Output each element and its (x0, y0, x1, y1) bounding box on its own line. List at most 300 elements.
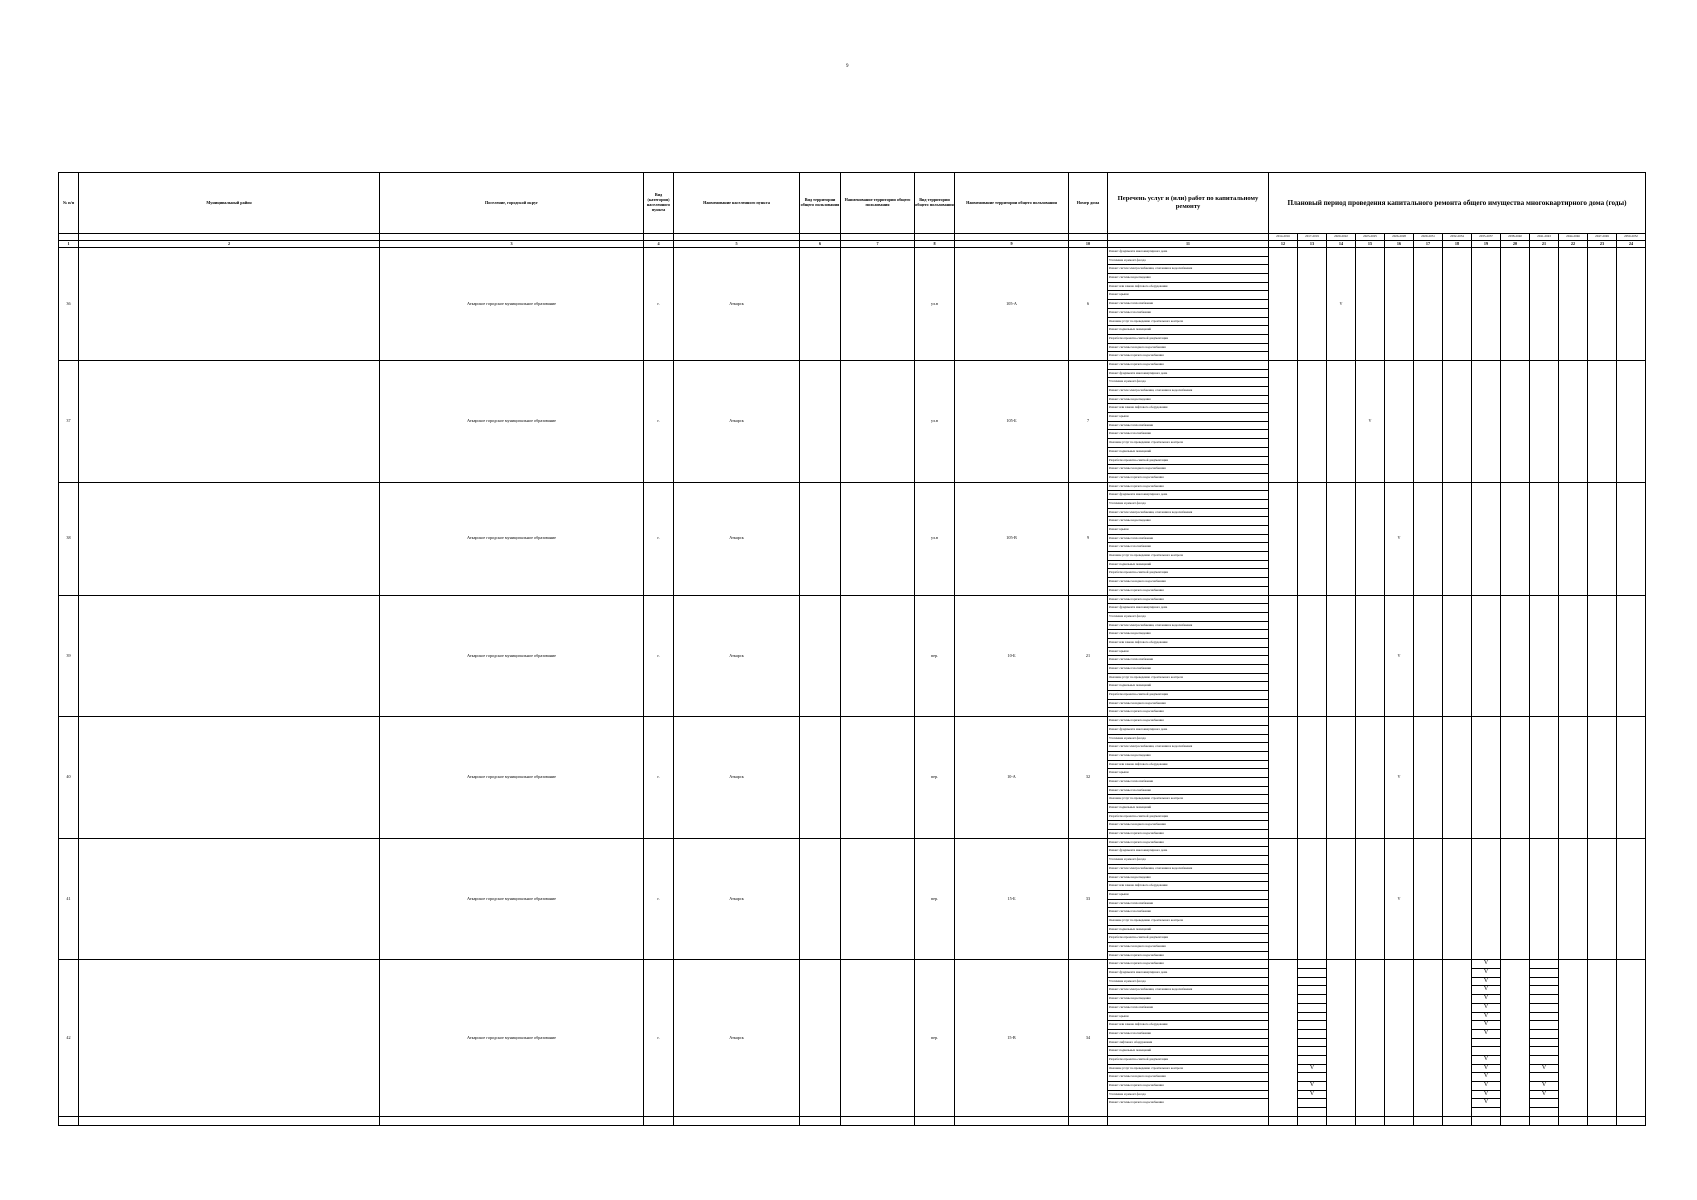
works-list-cell (1108, 360, 1269, 482)
works-list-cell (1108, 960, 1269, 1116)
year-period-header: 2017-2019 (1298, 234, 1327, 241)
period-sub-cell (1530, 986, 1558, 995)
period-sub-cell (1298, 1047, 1326, 1056)
period-cell-12 (1269, 595, 1298, 717)
settlement-cell: Аткарское городское муниципальное образование (380, 248, 644, 361)
period-cell-19 (1472, 838, 1501, 960)
period-cell-17 (1414, 248, 1443, 361)
header-street-name: Наименование территории общего пользования (955, 173, 1069, 234)
empty-cell (1530, 1116, 1559, 1125)
period-cell-22 (1559, 360, 1588, 482)
column-number: 11 (1108, 241, 1269, 248)
period-cell-12 (1269, 960, 1298, 1116)
period-sub-cell: V (1530, 1082, 1558, 1091)
period-cell-21 (1530, 717, 1559, 839)
period-sub-cell (1530, 969, 1558, 978)
period-cell-23 (1588, 960, 1617, 1116)
period-cell-18 (1443, 482, 1472, 595)
period-cell-24 (1617, 717, 1646, 839)
street-name-cell: 105-Б (955, 360, 1069, 482)
header-locality-type: Вид (категория) населенного пункта (644, 173, 674, 234)
settlement-cell: Аткарское городское муниципальное образование (380, 595, 644, 717)
period-sub-cell (1298, 995, 1326, 1004)
year-period-header: 2035-2037 (1472, 234, 1501, 241)
work-item: Ремонт подвальных помещений (1108, 326, 1268, 335)
period-cell-20 (1501, 838, 1530, 960)
work-item: Ремонт системы горячего водоснабжения (1108, 361, 1268, 370)
empty-cell (1356, 1116, 1385, 1125)
period-cell-16: V (1385, 838, 1414, 960)
work-item: Ремонт системы теплоснабжения (1108, 900, 1268, 909)
column-number: 21 (1530, 241, 1559, 248)
work-item: Оказание услуг по проведению строительного контроля (1108, 318, 1268, 327)
work-item: Ремонт систем электроснабжения, отопления и водоснабжения (1108, 509, 1268, 518)
period-cell-16 (1385, 248, 1414, 361)
year-period-header: 2038-2040 (1501, 234, 1530, 241)
work-item: Ремонт системы холодного водоснабжения (1108, 943, 1268, 952)
period-cell-15 (1356, 960, 1385, 1116)
area-type-cell (800, 360, 841, 482)
work-item: Ремонт системы газоснабжения (1108, 543, 1268, 552)
street-type-cell: ул.в (915, 248, 955, 361)
works-list-cell (1108, 838, 1269, 960)
period-cell-15 (1356, 595, 1385, 717)
period-sub-cell: V (1472, 1004, 1500, 1013)
period-sub-cell (1298, 1030, 1326, 1039)
column-number: 5 (674, 241, 800, 248)
district-cell (79, 482, 380, 595)
district-cell (79, 960, 380, 1116)
work-item: Оказание услуг по проведению строительного контроля (1108, 917, 1268, 926)
area-name-cell (841, 360, 915, 482)
period-sub-cell (1298, 1056, 1326, 1065)
period-cell-17 (1414, 360, 1443, 482)
empty-cell (380, 1116, 644, 1125)
table-row-continued (59, 1116, 1646, 1125)
period-cell-15 (1356, 482, 1385, 595)
row-number: 42 (59, 960, 79, 1116)
period-cell-22 (1559, 838, 1588, 960)
work-item: Ремонт системы холодного водоснабжения (1108, 821, 1268, 830)
period-cell-15 (1356, 248, 1385, 361)
work-item: Ремонт системы водоотведения (1108, 396, 1268, 405)
period-cell-12 (1269, 838, 1298, 960)
empty-cell (800, 1116, 841, 1125)
year-period-header: 2047-2049 (1588, 234, 1617, 241)
period-cell-22 (1559, 595, 1588, 717)
empty-cell (1269, 1116, 1298, 1125)
work-item: Ремонт систем электроснабжения, отопления и водоснабжения (1108, 743, 1268, 752)
period-cell-16: V (1385, 482, 1414, 595)
period-cell-14 (1327, 595, 1356, 717)
year-period-header: 2014-2016 (1269, 234, 1298, 241)
row-number: 36 (59, 248, 79, 361)
period-cell-14 (1327, 838, 1356, 960)
period-sub-cell (1298, 969, 1326, 978)
work-item: Ремонт системы горячего водоснабжения (1109, 709, 1164, 714)
work-item: Ремонт системы горячего водоснабжения (1109, 353, 1164, 358)
work-item: Оказание услуг по проведению строительного контроля (1108, 674, 1268, 683)
year-period-header: 2023-2025 (1356, 234, 1385, 241)
period-cell-13 (1298, 595, 1327, 717)
street-type-cell: ул.в (915, 360, 955, 482)
work-item: Ремонт системы газоснабжения (1108, 908, 1268, 917)
page-number: 9 (846, 64, 849, 69)
column-number: 12 (1269, 241, 1298, 248)
period-cell-14 (1327, 960, 1356, 1116)
work-item: Ремонт системы горячего водоснабжения (1109, 952, 1164, 957)
house-number-cell: 33 (1069, 838, 1108, 960)
period-sub-cell (1298, 1073, 1326, 1082)
period-sub-cell: V (1472, 1091, 1500, 1100)
work-item: Разработка проектно-сметной документации (1108, 569, 1268, 578)
locality-cell: Аткарск (674, 248, 800, 361)
period-cell-19 (1472, 717, 1501, 839)
locality-type-cell: г. (644, 960, 674, 1116)
street-name-cell: 105-А (955, 248, 1069, 361)
row-number: 37 (59, 360, 79, 482)
period-cell-15 (1356, 838, 1385, 960)
work-item: Ремонт подвальных помещений (1108, 561, 1268, 570)
area-name-cell (841, 717, 915, 839)
work-item: Ремонт системы теплоснабжения (1108, 300, 1268, 309)
column-number: 2 (79, 241, 380, 248)
period-cell-14 (1327, 482, 1356, 595)
period-cell-23 (1588, 360, 1617, 482)
period-cell-24 (1617, 482, 1646, 595)
work-item: Ремонт системы водоотведения (1108, 630, 1268, 639)
work-item: Ремонт системы газоснабжения (1108, 430, 1268, 439)
work-item: Оказание услуг по проведению строительного контроля (1108, 795, 1268, 804)
works-list-cell (1108, 595, 1269, 717)
area-name-cell (841, 248, 915, 361)
district-cell (79, 248, 380, 361)
period-cell-17 (1414, 838, 1443, 960)
period-cell-17 (1414, 595, 1443, 717)
empty-cell (1414, 1116, 1443, 1125)
table-row (59, 248, 1646, 361)
period-cell-21 (1530, 838, 1559, 960)
period-cell-24 (1617, 360, 1646, 482)
works-list-cell (1108, 248, 1269, 361)
work-item: Ремонт систем электроснабжения, отопления и водоснабжения (1108, 387, 1268, 396)
period-sub-cell (1530, 995, 1558, 1004)
period-cell-19 (1472, 960, 1501, 1116)
period-cell-22 (1559, 960, 1588, 1116)
period-cell-14: V (1327, 248, 1356, 361)
house-number-cell: 7 (1069, 360, 1108, 482)
period-sub-cell: V (1530, 1065, 1558, 1074)
period-cell-21 (1530, 482, 1559, 595)
area-type-cell (800, 595, 841, 717)
work-item: Ремонт системы теплоснабжения (1108, 656, 1268, 665)
period-cell-13 (1298, 960, 1327, 1116)
area-type-cell (800, 482, 841, 595)
period-cell-18 (1443, 248, 1472, 361)
period-sub-cell (1298, 1013, 1326, 1022)
column-number: 9 (955, 241, 1069, 248)
settlement-cell: Аткарское городское муниципальное образование (380, 482, 644, 595)
settlement-cell: Аткарское городское муниципальное образование (380, 960, 644, 1116)
period-sub-cell: V (1298, 1082, 1326, 1091)
street-name-cell: 15-В (955, 960, 1069, 1116)
empty-cell (59, 1116, 79, 1125)
work-item: Ремонт системы теплоснабжения (1108, 422, 1268, 431)
empty-cell (1501, 1116, 1530, 1125)
empty-cell (1069, 1116, 1108, 1125)
period-sub-cell (1298, 1004, 1326, 1013)
column-number: 1 (59, 241, 79, 248)
period-sub-cell: V (1298, 1065, 1326, 1074)
work-item: Ремонт подвальных помещений (1108, 926, 1268, 935)
period-cell-21 (1530, 595, 1559, 717)
empty-cell (1472, 1116, 1501, 1125)
work-item: Ремонт системы горячего водоснабжения (1108, 596, 1268, 605)
work-item: Оказание услуг по проведению строительного контроля (1108, 552, 1268, 561)
work-item: Ремонт или замена лифтового оборудования (1108, 882, 1268, 891)
column-number: 3 (380, 241, 644, 248)
work-item: Ремонт или замена лифтового оборудования (1108, 283, 1268, 292)
work-item: Ремонт крыши (1108, 1013, 1268, 1022)
work-item: Ремонт фундамента многоквартирного дома (1108, 847, 1268, 856)
year-period-header: 2044-2046 (1559, 234, 1588, 241)
period-sub-cell: V (1472, 986, 1500, 995)
period-cell-14 (1327, 717, 1356, 839)
work-item: Ремонт крыши (1108, 648, 1268, 657)
period-sub-cell (1530, 1073, 1558, 1082)
period-cell-24 (1617, 595, 1646, 717)
column-number: 10 (1069, 241, 1108, 248)
period-sub-cell: V (1472, 1056, 1500, 1065)
empty-cell (674, 1116, 800, 1125)
period-sub-cell: V (1472, 969, 1500, 978)
row-number: 40 (59, 717, 79, 839)
period-cell-13 (1298, 482, 1327, 595)
period-sub-cell (1298, 978, 1326, 987)
house-number-cell: 32 (1069, 717, 1108, 839)
district-cell (79, 595, 380, 717)
period-sub-cell: V (1472, 1013, 1500, 1022)
period-sub-cell (1530, 1039, 1558, 1048)
period-cell-22 (1559, 717, 1588, 839)
work-item: Ремонт системы горячего водоснабжения (1108, 960, 1268, 969)
period-sub-cell: V (1472, 995, 1500, 1004)
period-cell-13 (1298, 360, 1327, 482)
period-cell-23 (1588, 595, 1617, 717)
empty-cell (1443, 1116, 1472, 1125)
work-item: Утепление и ремонт фасада (1108, 613, 1268, 622)
period-sub-cell (1298, 1039, 1326, 1048)
work-item: Утепление и ремонт фасада (1108, 500, 1268, 509)
period-cell-15 (1356, 717, 1385, 839)
settlement-cell: Аткарское городское муниципальное образование (380, 838, 644, 960)
header-house: Номер дома (1069, 173, 1108, 234)
locality-cell: Аткарск (674, 717, 800, 839)
empty-cell (1588, 1116, 1617, 1125)
work-item: Ремонт системы газоснабжения (1108, 309, 1268, 318)
row-number: 41 (59, 838, 79, 960)
period-sub-cell (1298, 960, 1326, 969)
area-type-cell (800, 838, 841, 960)
work-item: Ремонт системы горячего водоснабжения (1109, 587, 1164, 592)
work-item: Ремонт подвальных помещений (1108, 682, 1268, 691)
street-type-cell: пер. (915, 717, 955, 839)
period-cell-12 (1269, 482, 1298, 595)
period-sub-cell (1530, 1056, 1558, 1065)
locality-type-cell: г. (644, 717, 674, 839)
period-sub-cell: V (1472, 960, 1500, 969)
work-item: Ремонт крыши (1108, 769, 1268, 778)
work-item: Ремонт фундамента многоквартирного дома (1108, 604, 1268, 613)
header-works: Перечень услуг и (или) работ по капитальному ремонту (1108, 173, 1269, 234)
year-period-header: 2020-2022 (1327, 234, 1356, 241)
period-cell-12 (1269, 717, 1298, 839)
year-period-header: 2032-2034 (1443, 234, 1472, 241)
period-cell-18 (1443, 595, 1472, 717)
settlement-cell: Аткарское городское муниципальное образование (380, 717, 644, 839)
period-cell-21 (1530, 360, 1559, 482)
column-number: 8 (915, 241, 955, 248)
column-number: 15 (1356, 241, 1385, 248)
work-item: Ремонт системы холодного водоснабжения (1108, 700, 1268, 709)
period-sub-cell (1530, 1013, 1558, 1022)
period-cell-23 (1588, 717, 1617, 839)
empty-cell (1617, 1116, 1646, 1125)
header-no: № п/п (59, 173, 79, 234)
work-item: Ремонт подвальных помещений (1108, 448, 1268, 457)
area-type-cell (800, 717, 841, 839)
work-item: Ремонт или замена лифтового оборудования (1108, 761, 1268, 770)
period-sub-cell: V (1472, 1065, 1500, 1074)
locality-cell: Аткарск (674, 360, 800, 482)
period-cell-14 (1327, 360, 1356, 482)
work-item: Ремонт системы холодного водоснабжения (1108, 465, 1268, 474)
work-item: Утепление и ремонт фасада (1108, 378, 1268, 387)
work-item: Оказание услуг по проведению строительного контроля (1108, 439, 1268, 448)
work-item: Ремонт крыши (1108, 891, 1268, 900)
house-number-cell: 34 (1069, 960, 1108, 1116)
work-item: Разработка проектно-сметной документации (1108, 335, 1268, 344)
table-row (59, 360, 1646, 482)
work-item: Ремонт системы холодного водоснабжения (1108, 344, 1268, 353)
column-number: 16 (1385, 241, 1414, 248)
work-item: Ремонт системы горячего водоснабжения (1109, 831, 1164, 836)
column-number: 4 (644, 241, 674, 248)
empty-cell (955, 1116, 1069, 1125)
period-sub-cell (1530, 1030, 1558, 1039)
period-sub-cell (1298, 1099, 1326, 1108)
work-item: Разработка проектно-сметной документации (1108, 457, 1268, 466)
work-item: Ремонт крыши (1108, 413, 1268, 422)
period-cell-17 (1414, 717, 1443, 839)
period-sub-cell (1530, 960, 1558, 969)
street-name-cell: 105-В (955, 482, 1069, 595)
period-cell-20 (1501, 482, 1530, 595)
work-item: Ремонт или замена лифтового оборудования (1108, 1021, 1268, 1030)
work-item: Ремонт системы газоснабжения (1108, 665, 1268, 674)
street-name-cell: 10-А (955, 717, 1069, 839)
area-type-cell (800, 248, 841, 361)
works-list-cell (1108, 482, 1269, 595)
column-number: 14 (1327, 241, 1356, 248)
work-item: Разработка проектно-сметной документации (1108, 691, 1268, 700)
street-name-cell: 15-Б (955, 838, 1069, 960)
street-type-cell: пер. (915, 595, 955, 717)
work-item: Ремонт системы водоотведения (1108, 517, 1268, 526)
period-cell-17 (1414, 482, 1443, 595)
period-cell-22 (1559, 248, 1588, 361)
work-item: Ремонт системы холодного водоснабжения (1108, 578, 1268, 587)
period-cell-21 (1530, 248, 1559, 361)
period-sub-cell (1298, 1021, 1326, 1030)
work-item: Ремонт крыши (1108, 291, 1268, 300)
period-sub-cell: V (1472, 1021, 1500, 1030)
header-locality: Наименование населенного пункта (674, 173, 800, 234)
work-item: Ремонт системы горячего водоснабжения (1108, 1082, 1268, 1091)
work-item: Ремонт системы водоотведения (1108, 752, 1268, 761)
work-item: Ремонт систем электроснабжения, отопления и водоснабжения (1108, 986, 1268, 995)
work-item: Ремонт системы горячего водоснабжения (1108, 717, 1268, 726)
period-sub-cell (1472, 1039, 1500, 1048)
column-number: 13 (1298, 241, 1327, 248)
period-cell-23 (1588, 248, 1617, 361)
period-cell-19 (1472, 360, 1501, 482)
empty-cell (644, 1116, 674, 1125)
empty-cell (1385, 1116, 1414, 1125)
work-item: Оказание услуг по проведению строительного контроля (1108, 1065, 1268, 1074)
period-cell-13 (1298, 248, 1327, 361)
header-area-type: Вид территории общего пользования (800, 173, 841, 234)
column-number: 23 (1588, 241, 1617, 248)
street-type-cell: ул.в (915, 482, 955, 595)
period-sub-cell (1472, 1108, 1500, 1116)
work-item: Ремонт системы газоснабжения (1108, 787, 1268, 796)
period-cell-19 (1472, 248, 1501, 361)
period-cell-13 (1298, 838, 1327, 960)
work-item: Ремонт фундамента многоквартирного дома (1108, 370, 1268, 379)
period-sub-cell (1298, 1108, 1326, 1116)
period-cell-24 (1617, 960, 1646, 1116)
period-sub-cell: V (1530, 1091, 1558, 1100)
period-cell-20 (1501, 248, 1530, 361)
column-number: 17 (1414, 241, 1443, 248)
work-item: Разработка проектно-сметной документации (1108, 813, 1268, 822)
work-item: Ремонт системы горячего водоснабжения (1108, 483, 1268, 492)
empty-cell (915, 1116, 955, 1125)
column-number: 22 (1559, 241, 1588, 248)
work-item: Ремонт системы горячего водоснабжения (1109, 474, 1164, 479)
period-sub-cell: V (1472, 1073, 1500, 1082)
period-sub-cell (1530, 1021, 1558, 1030)
work-item: Утепление и ремонт фасада (1108, 856, 1268, 865)
work-item: Ремонт фундамента многоквартирного дома (1108, 726, 1268, 735)
work-item: Ремонт системы газоснабжения (1108, 1030, 1268, 1039)
column-number: 18 (1443, 241, 1472, 248)
street-name-cell: 10-Б (955, 595, 1069, 717)
work-item: Ремонт системы холодного водоснабжения (1108, 1073, 1268, 1082)
period-sub-cell (1472, 1047, 1500, 1056)
work-item: Утепление и ремонт фасада (1108, 735, 1268, 744)
year-period-header: 2029-2031 (1414, 234, 1443, 241)
work-item: Разработка проектно-сметной документации (1108, 934, 1268, 943)
period-sub-cell: V (1472, 978, 1500, 987)
locality-type-cell: г. (644, 482, 674, 595)
year-period-header: 2041-2043 (1530, 234, 1559, 241)
work-item: Разработка проектно-сметной документации (1108, 1056, 1268, 1065)
district-cell (79, 717, 380, 839)
table-row (59, 595, 1646, 717)
header-planned-period: Плановый период проведения капитального ремонта общего имущества многоквартирного дома (годы) (1269, 173, 1646, 234)
